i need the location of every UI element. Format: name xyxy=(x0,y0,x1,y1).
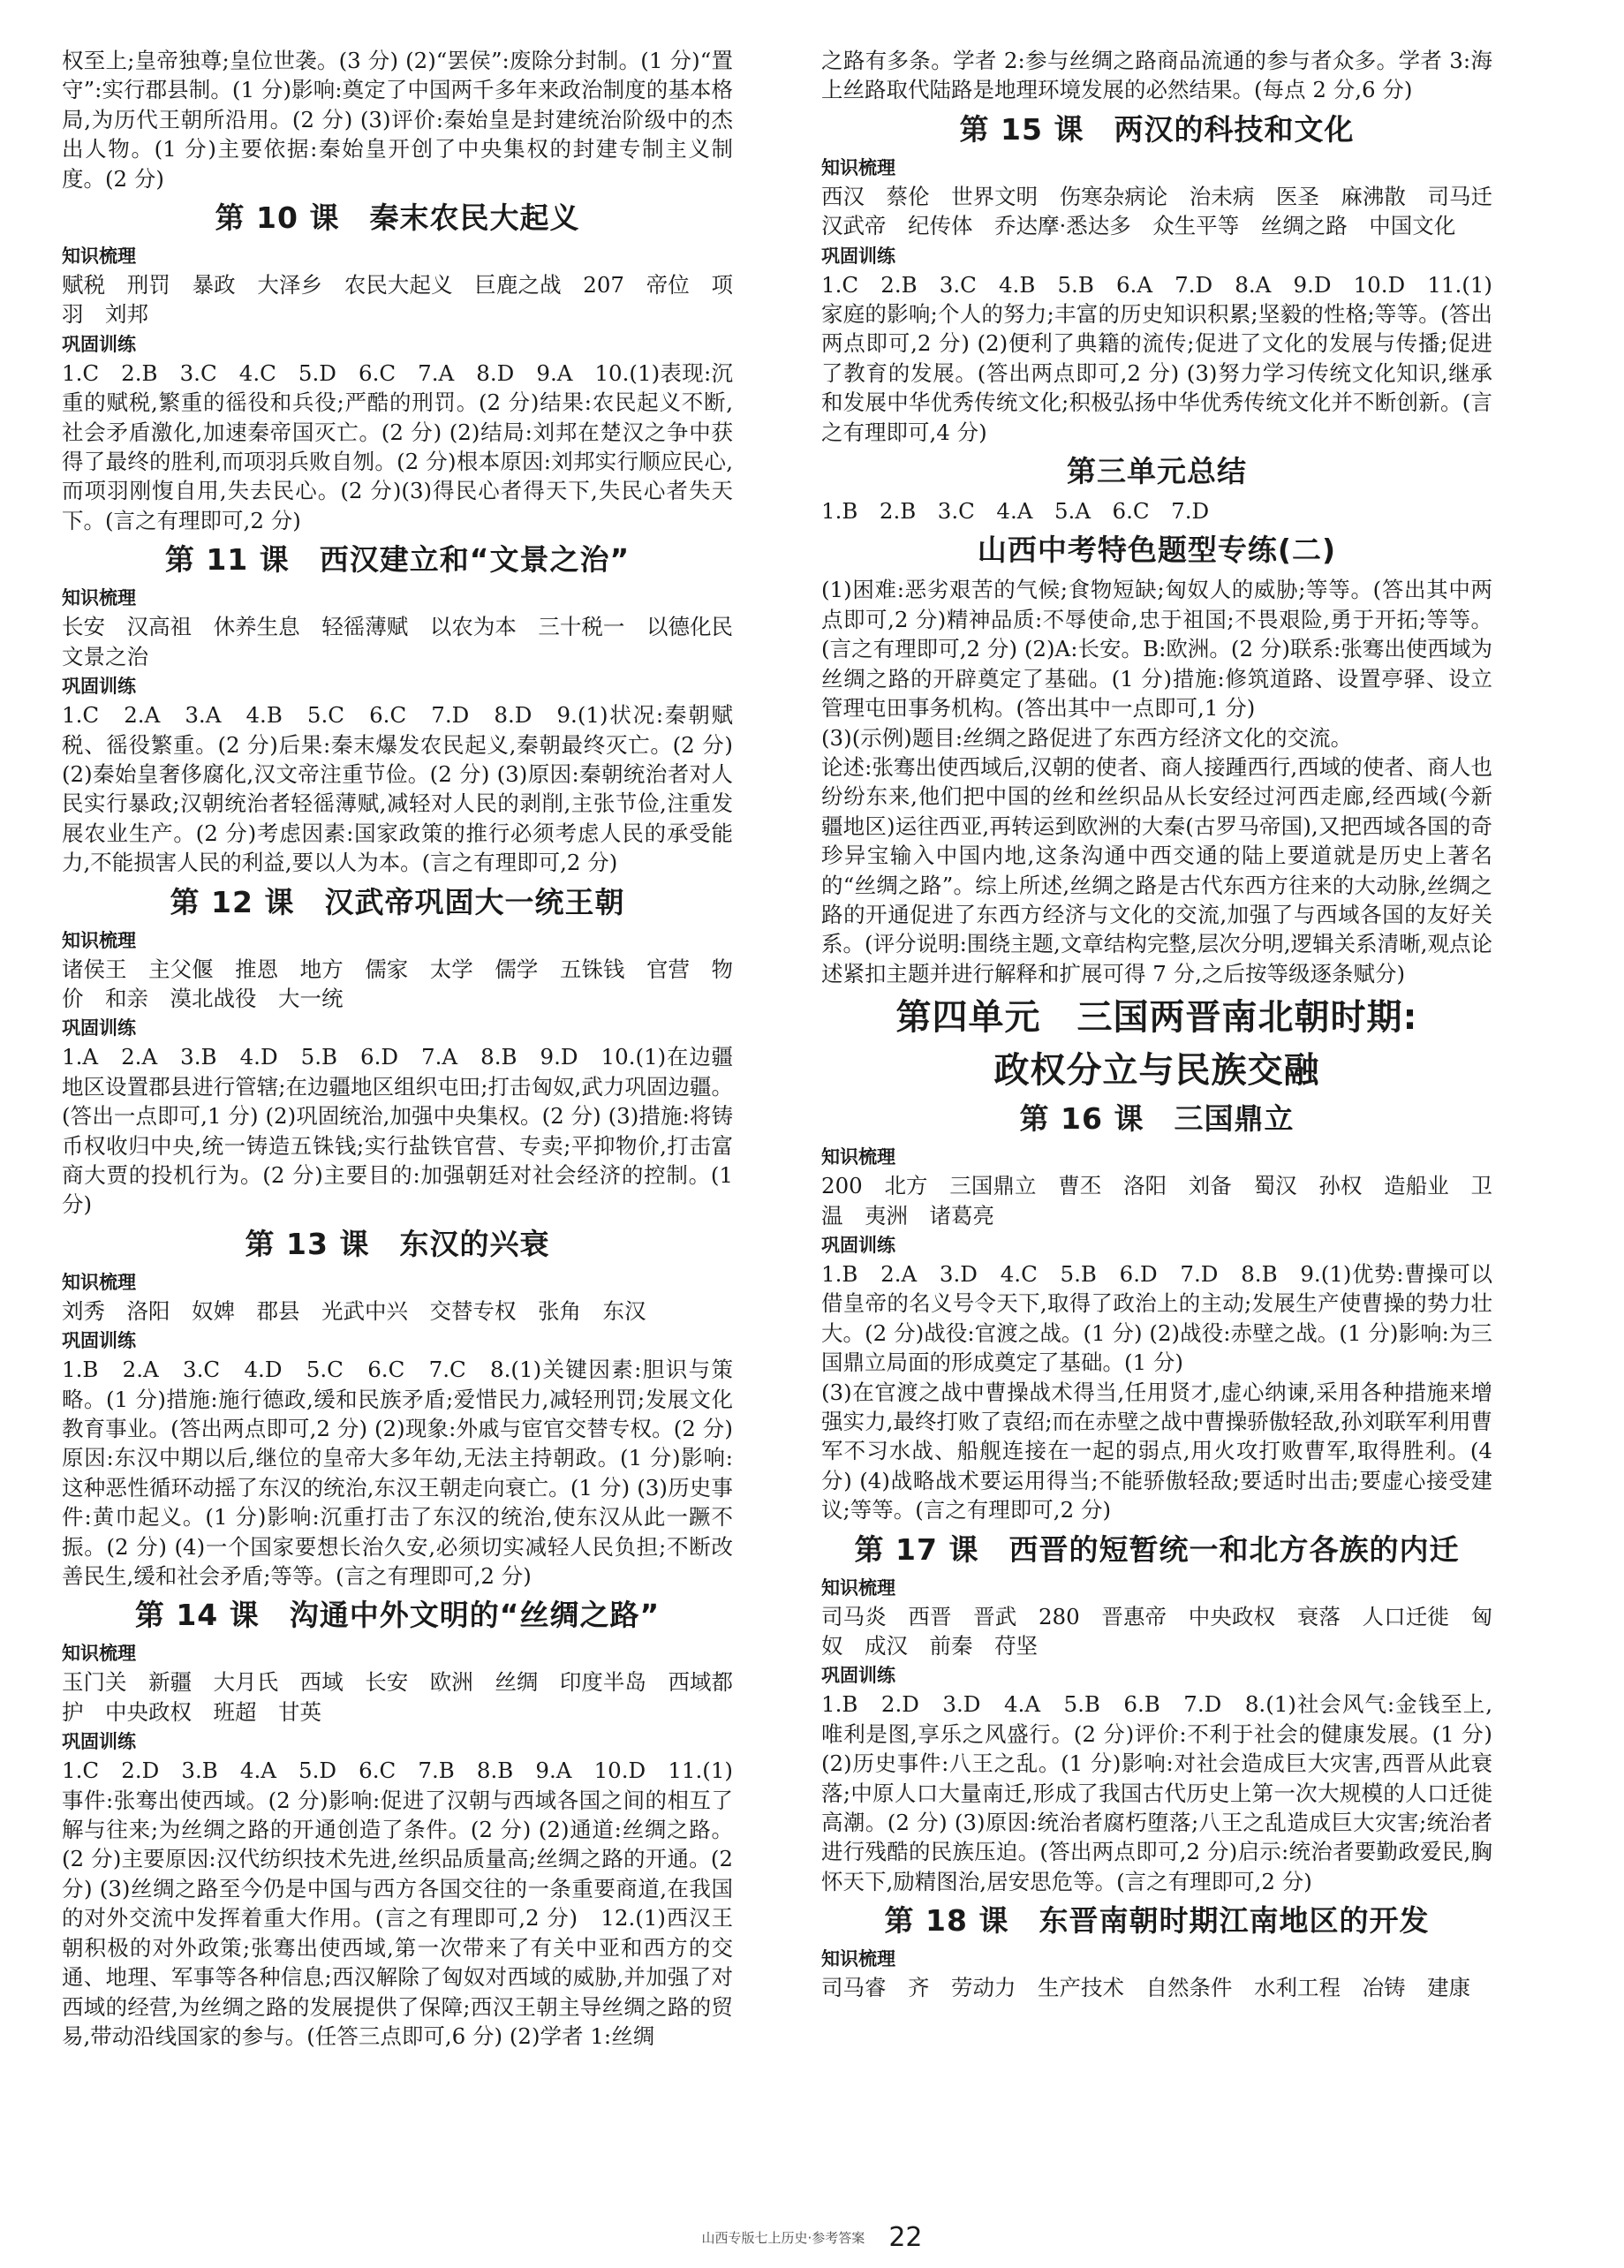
answer-paragraph: 司马炎 西晋 晋武 280 晋惠帝 中央政权 衰落 人口迁徙 匈奴 成汉 前秦 苻坚 xyxy=(821,1603,1492,1659)
section-label: 巩固训练 xyxy=(821,1234,895,1256)
answer-paragraph: 长安 汉高祖 休养生息 轻徭薄赋 以农为本 三十税一 以德化民 文景之治 xyxy=(62,614,755,669)
answer-paragraph: 1.C 2.A 3.A 4.B 5.C 6.C 7.D 8.D 9.(1)状况:秦朝赋税、徭役繁重。(2 分)后果:秦末爆发农民起义,秦朝最终灭亡。(2 分) (2)秦始皇奢侈腐化,汉文帝注重节俭。(2 分) (3)原因:秦朝统治者对人民实行暴政;汉朝统治者轻徭薄赋,减轻对人民的剥削,主张节俭,注重发展农业生产。(2 分)考虑因素:国家政策的推行必须考虑人民的承受能力,不能损害人民的利益,要以人为本。(言之有理即可,2 分) xyxy=(62,702,733,876)
section-label: 知识梳理 xyxy=(62,929,136,951)
answer-paragraph: (3)(示例)题目:丝绸之路促进了东西方经济文化的交流。 xyxy=(821,724,1353,751)
unit-title: 政权分立与民族交融 xyxy=(993,1050,1320,1092)
answer-paragraph: 1.C 2.D 3.B 4.A 5.D 6.C 7.B 8.B 9.A 10.D 11.(1)事件:张骞出使西域。(2 分)影响:促进了汉朝与西域各国之间的相互了解与往来;为丝绸之路的开通创造了条件。(2 分) (2)通道:丝绸之路。(2 分)主要原因:汉代纺织技术先进,丝织品质量高;丝绸之路的开通。(2 分) (3)丝绸之路至今仍是中国与西方各国交往的一条重要商道,在我国的对外交流中发挥着重大作用。(言之有理即可,2 分) 12.(1)西汉王朝积极的对外政策;张骞出使西域,第一次带来了有关中亚和西方的交通、地理、军事等各种信息;西汉解除了匈奴对西域的威胁,并加强了对西域的经营,为丝绸之路的发展提供了保障;西汉王朝主导丝绸之路的贸易,带动沿线国家的参与。(任答三点即可,6 分) (2)学者 1:丝绸 xyxy=(62,1758,733,2049)
unit-title: 第四单元 三国两晋南北朝时期: xyxy=(895,997,1418,1039)
page-footer xyxy=(0,2222,1624,2253)
answer-paragraph: 1.B 2.A 3.C 4.D 5.C 6.C 7.C 8.(1)关键因素:胆识与策略。(1 分)措施:施行德政,缓和民族矛盾;爱惜民力,减轻刑罚;发展文化教育事业。(答出两点即可,2 分) (2)现象:外戚与宦官交替专权。(2 分)原因:东汉中期以后,继位的皇帝大多年幼,无法主持朝政。(1 分)影响:这种恶性循环动摇了东汉的统治,东汉王朝走向衰亡。(1 分) (3)历史事件:黄巾起义。(1 分)影响:沉重打击了东汉的统治,使东汉从此一蹶不振。(2 分) (4)一个国家要想长治久安,必须切实减轻人民负担;不断改善民生,缓和社会矛盾;等等。(言之有理即可,2 分) xyxy=(62,1357,734,1590)
answer-paragraph: 1.B 2.D 3.D 4.A 5.B 6.B 7.D 8.(1)社会风气:金钱至上,唯利是图,享乐之风盛行。(2 分)评价:不利于社会的健康发展。(1 分) (2)历史事件:八王之乱。(1 分)影响:对社会造成巨大灾害,西晋从此衰落;中原人口大量南迁,形成了我国古代历史上第一次大规模的人口迁徙高潮。(2 分) (3)原因:统治者腐朽堕落;八王之乱造成巨大灾害;统治者进行残酷的民族压迫。(答出两点即可,2 分)启示:统治者要勤政爱民,胸怀天下,励精图治,居安思危等。(言之有理即可,2 分) xyxy=(821,1691,1492,1894)
answer-paragraph: 刘秀 洛阳 奴婢 郡县 光武中兴 交替专权 张角 东汉 xyxy=(62,1297,646,1324)
answer-paragraph: (1)困难:恶劣艰苦的气候;食物短缺;匈奴人的威胁;等等。(答出其中两点即可,2 分)精神品质:不辱使命,忠于祖国;不畏艰险,勇于开拓;等等。(言之有理即可,2 分) (2)A:长安。B:欧洲。(2 分)联系:张骞出使西域为丝绸之路的开辟奠定了基础。(1 分)措施:修筑道路、设置亭驿、设立管理屯田事务机构。(答出其中一点即可,1 分) xyxy=(821,577,1492,722)
section-label: 知识梳理 xyxy=(62,1271,136,1293)
lesson-title: 第 11 课 西汉建立和“文景之治” xyxy=(164,542,631,578)
section-label: 知识梳理 xyxy=(821,1948,895,1970)
lesson-title: 第 13 课 东汉的兴衰 xyxy=(245,1226,550,1261)
answer-paragraph: 玉门关 新疆 大月氏 西域 长安 欧洲 丝绸 印度半岛 西域都护 中央政权 班超 甘英 xyxy=(62,1669,733,1725)
section-label: 巩固训练 xyxy=(62,333,136,355)
answer-paragraph: 司马睿 齐 劳动力 生产技术 自然条件 水利工程 冶铸 建康 xyxy=(821,1975,1470,2001)
section-label: 巩固训练 xyxy=(821,1665,895,1687)
lesson-title: 第 10 课 秦末农民大起义 xyxy=(215,200,580,236)
page-number: 22 xyxy=(888,2222,923,2253)
answer-paragraph: 赋税 刑罚 暴政 大泽乡 农民大起义 巨鹿之战 207 帝位 项羽 刘邦 xyxy=(62,272,733,328)
answer-paragraph: 论述:张骞出使西域后,汉朝的使者、商人接踵西行,西域的使者、商人也纷纷东来,他们把中国的丝和丝织品从长安经过河西走廊,经西域(今新疆地区)运往西亚,再转运到欧洲的大秦(古罗马帝国),又把西域各国的奇珍异宝输入中国内地,这条沟通中西交通的陆上要道就是历史上著名的“丝绸之路”。综上所述,丝绸之路是古代东西方往来的大动脉,丝绸之路的开通促进了东西方经济与文化的交流,加强了与西域各国的友好关系。(评分说明:围绕主题,文章结构完整,层次分明,逻辑关系清晰,观点论述紧扣主题并进行解释和扩展可得 7 分,之后按等级逐条赋分) xyxy=(821,753,1492,987)
footer-text: 山西专版七上历史·参考答案 xyxy=(701,2230,865,2246)
section-label: 巩固训练 xyxy=(821,245,895,267)
answer-paragraph: 1.A 2.A 3.B 4.D 5.B 6.D 7.A 8.B 9.D 10.(1)在边疆地区设置郡县进行管辖;在边疆地区组织屯田;打击匈奴,武力巩固边疆。(答出一点即可,1 分) (2)巩固统治,加强中央集权。(2 分) (3)措施:将铸币权收归中央,统一铸造五铢钱;实行盐铁官营、专卖;平抑物价,打击富商大贾的投机行为。(2 分)主要目的:加强朝廷对社会经济的控制。(1 分) xyxy=(62,1044,733,1218)
lesson-title: 第 18 课 东晋南朝时期江南地区的开发 xyxy=(884,1903,1430,1939)
lesson-title: 山西中考特色题型专练(二) xyxy=(977,533,1337,568)
lesson-title: 第 15 课 两汉的科技和文化 xyxy=(959,111,1355,147)
left-column xyxy=(62,46,755,2051)
right-column xyxy=(821,46,1514,2003)
section-label: 知识梳理 xyxy=(821,1146,895,1168)
answer-paragraph: 1.C 2.B 3.C 4.B 5.B 6.A 7.D 8.A 9.D 10.D 11.(1)家庭的影响;个人的努力;丰富的历史知识积累;坚毅的性格;等等。(答出两点即可,2 分) (2)便利了典籍的流传;促进了文化的发展与传播;促进了教育的发展。(答出两点即可,2 分) (3)努力学习传统文化知识,继承和发展中华优秀传统文化;积极弘扬中华优秀传统文化并不断创新。(言之有理即可,4 分) xyxy=(821,271,1492,445)
section-label: 知识梳理 xyxy=(821,156,895,178)
section-label: 知识梳理 xyxy=(62,246,136,268)
answer-paragraph: 西汉 蔡伦 世界文明 伤寒杂病论 治未病 医圣 麻沸散 司马迁 汉武帝 纪传体 乔达摩·悉达多 众生平等 丝绸之路 中国文化 xyxy=(821,183,1514,239)
answer-paragraph: 200 北方 三国鼎立 曹丕 洛阳 刘备 蜀汉 孙权 造船业 卫温 夷洲 诸葛亮 xyxy=(821,1173,1492,1228)
section-label: 知识梳理 xyxy=(62,1643,136,1665)
section-label: 巩固训练 xyxy=(62,676,136,698)
answer-paragraph: 权至上;皇帝独尊;皇位世袭。(3 分) (2)“罢侯”:废除分封制。(1 分)“置守”:实行郡县制。(1 分)影响:奠定了中国两千多年来政治制度的基本格局,为历代王朝所沿用。(2 分) (3)评价:秦始皇是封建统治阶级中的杰出人物。(1 分)主要依据:秦始皇开创了中央集权的封建专制主义制度。(2 分) xyxy=(62,48,733,192)
lesson-title: 第 12 课 汉武帝巩固大一统王朝 xyxy=(170,884,625,919)
answer-paragraph: 1.B 2.A 3.D 4.C 5.B 6.D 7.D 8.B 9.(1)优势:曹操可以借皇帝的名义号令天下,取得了政治上的主动;发展生产使曹操的势力壮大。(2 分)战役:官渡之战。(1 分) (2)战役:赤壁之战。(1 分)影响:为三国鼎立局面的形成奠定了基础。(1 分) xyxy=(821,1260,1492,1376)
section-label: 知识梳理 xyxy=(62,587,136,609)
lesson-title: 第三单元总结 xyxy=(1067,454,1247,489)
lesson-title: 第 14 课 沟通中外文明的“丝绸之路” xyxy=(134,1598,661,1633)
lesson-title: 第 16 课 三国鼎立 xyxy=(1019,1101,1295,1137)
section-label: 巩固训练 xyxy=(62,1017,136,1040)
answer-paragraph: 1.B 2.B 3.C 4.A 5.A 6.C 7.D xyxy=(821,498,1210,525)
section-label: 巩固训练 xyxy=(62,1731,136,1753)
answer-paragraph: 1.C 2.B 3.C 4.C 5.D 6.C 7.A 8.D 9.A 10.(1)表现:沉重的赋税,繁重的徭役和兵役;严酷的刑罚。(2 分)结果:农民起义不断,社会矛盾激化,加速秦帝国灭亡。(2 分) (2)结局:刘邦在楚汉之争中获得了最终的胜利,而项羽兵败自刎。(2 分)根本原因:刘邦实行顺应民心,而项羽刚愎自用,失去民心。(2 分)(3)得民心者得天下,失民心者失天下。(言之有理即可,2 分) xyxy=(62,359,733,533)
lesson-title: 第 17 课 西晋的短暂统一和北方各族的内迁 xyxy=(854,1531,1460,1567)
answer-paragraph: 之路有多条。学者 2:参与丝绸之路商品流通的参与者众多。学者 3:海上丝路取代陆路是地理环境发展的必然结果。(每点 2 分,6 分) xyxy=(821,48,1492,103)
section-label: 巩固训练 xyxy=(62,1330,136,1352)
answer-paragraph: 诸侯王 主父偃 推恩 地方 儒家 太学 儒学 五铢钱 官营 物价 和亲 漠北战役 大一统 xyxy=(62,956,733,1011)
section-label: 知识梳理 xyxy=(821,1576,895,1599)
answer-paragraph: (3)在官渡之战中曹操战术得当,任用贤才,虚心纳谏,采用各种措施来增强实力,最终打败了袁绍;而在赤壁之战中曹操骄傲轻敌,孙刘联军利用曹军不习水战、船舰连接在一起的弱点,用火攻打败曹军,取得胜利。(4 分) (4)战略战术要运用得当;不能骄傲轻敌;要适时出击;要虚心接受建议;等等。(言之有理即可,2 分) xyxy=(821,1379,1492,1523)
